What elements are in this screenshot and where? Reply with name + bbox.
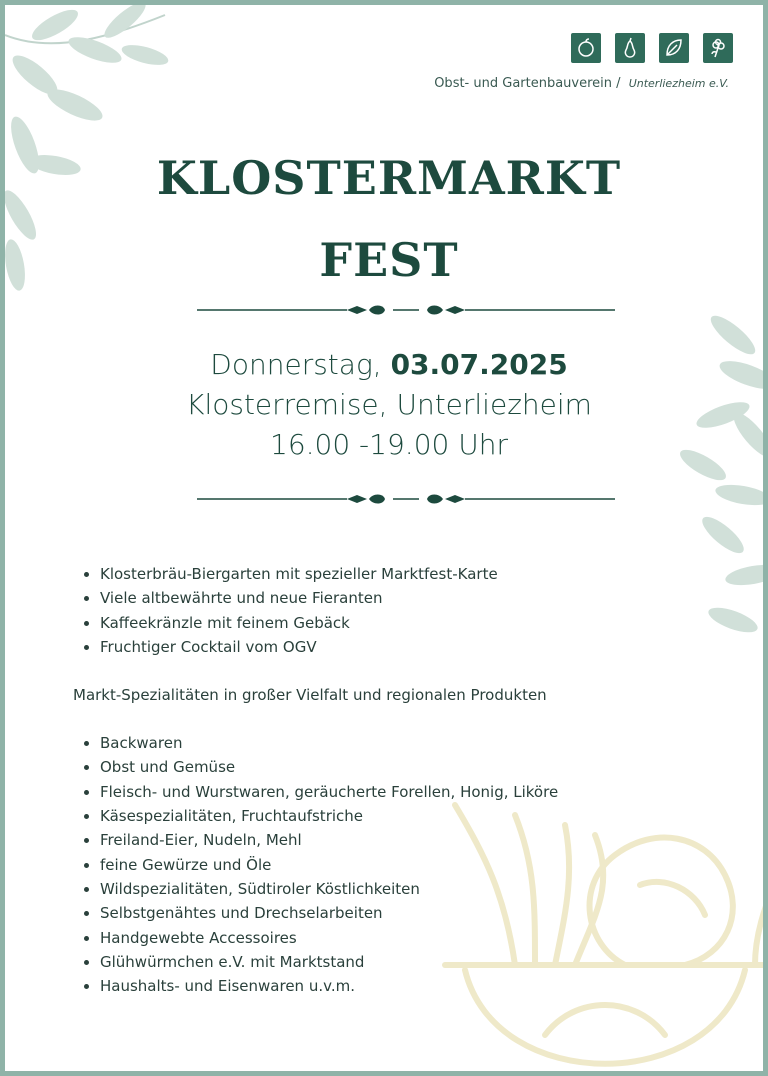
list-item: • Haushalts- und Eisenwaren u.v.m. <box>100 974 693 998</box>
event-date-line <box>5 345 768 385</box>
list-item: • Obst und Gemüse <box>100 755 693 779</box>
list-item: • Viele altbewährte und neue Fieranten <box>100 586 693 610</box>
event-details <box>5 345 768 465</box>
highlights-list <box>73 562 693 659</box>
list-item: • Fleisch- und Wurstwaren, geräucherte Forellen, Honig, Liköre <box>100 780 693 804</box>
list-item: • Handgewebte Accessoires <box>100 926 693 950</box>
list-item: • Klosterbräu-Biergarten mit spezieller Marktfest-Karte <box>100 562 693 586</box>
org-sub: Unterliezheim e.V. <box>628 77 729 90</box>
event-time: 16.00 -19.00 Uhr <box>270 428 508 461</box>
event-location: Klosterremise, Unterliezheim <box>186 388 592 421</box>
title-line-2: FEST <box>319 233 459 287</box>
flower-icon <box>703 33 733 63</box>
list-item: • Glühwürmchen e.V. mit Marktstand <box>100 950 693 974</box>
event-date: 03.07.2025 <box>390 348 568 381</box>
list-item: • Kaffeekränzle mit feinem Gebäck <box>100 611 693 635</box>
event-weekday: Donnerstag, <box>210 348 382 381</box>
ornament-divider <box>197 302 615 318</box>
ornament-divider <box>197 491 615 507</box>
title-line-1: KLOSTERMARKT <box>156 151 622 205</box>
list-item: • Freiland-Eier, Nudeln, Mehl <box>100 828 693 852</box>
apple-icon <box>571 33 601 63</box>
specialties-list <box>73 731 693 998</box>
org-name: Obst- und Gartenbauverein / <box>434 76 621 91</box>
list-item: • Selbstgenähtes und Drechselarbeiten <box>100 901 693 925</box>
list-item: • Käsespezialitäten, Fruchtaufstriche <box>100 804 693 828</box>
list-item: • Fruchtiger Cocktail vom OGV <box>100 635 693 659</box>
organization-name <box>434 76 729 91</box>
flyer-content <box>73 562 693 998</box>
leaf-icon <box>659 33 689 63</box>
pear-icon <box>615 33 645 63</box>
specialties-intro: Markt-Spezialitäten in großer Vielfalt und regionalen Produkten <box>73 686 547 705</box>
list-item: • feine Gewürze und Öle <box>100 853 693 877</box>
list-item: • Backwaren <box>100 731 693 755</box>
page-title <box>5 137 768 301</box>
org-logo-icons <box>571 33 733 63</box>
list-item: • Wildspezialitäten, Südtiroler Köstlichkeiten <box>100 877 693 901</box>
